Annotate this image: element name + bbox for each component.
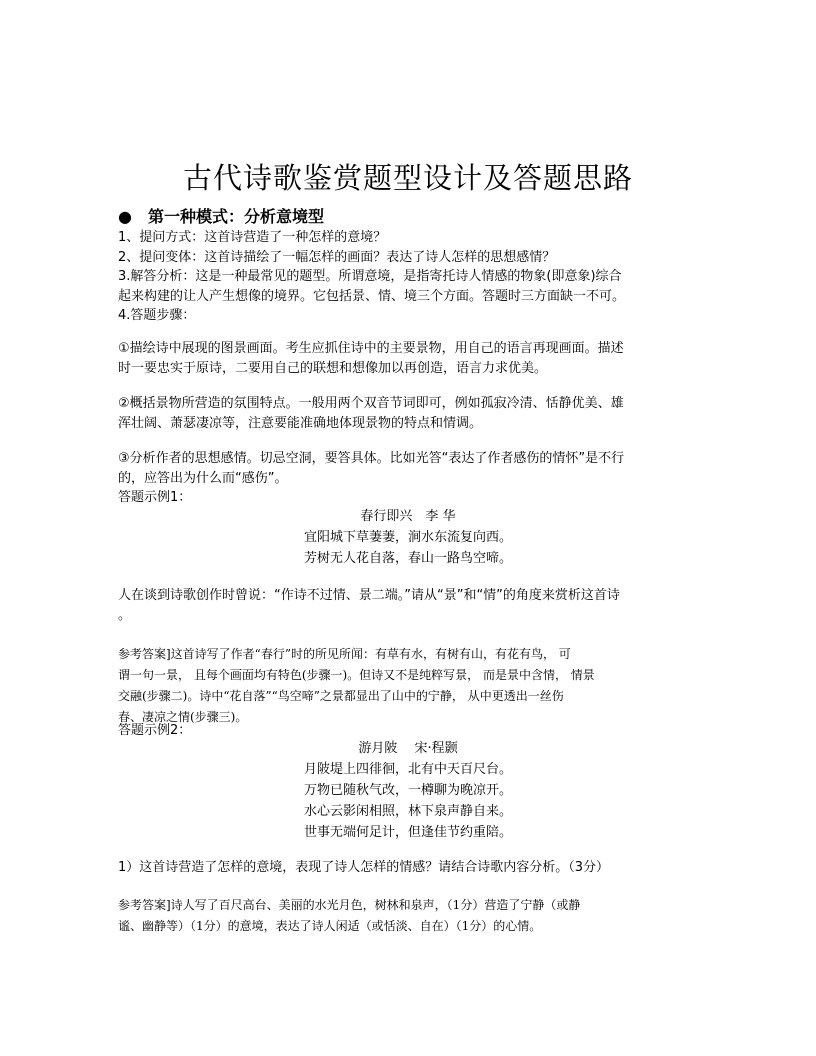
text-line: ②概括景物所营造的氛围特点。一般用两个双音节词即可，例如孤寂冷清、恬静优美、雄 xyxy=(118,396,624,411)
document-title: 古代诗歌鉴赏题型设计及答题思路 xyxy=(182,161,633,195)
poem-line: 宜阳城下草萋萋，涧水东流复向西。 xyxy=(303,530,512,545)
bullet-icon: ● xyxy=(118,207,132,226)
question-text: 1）这首诗营造了怎样的意境，表现了诗人怎样的情感？请结合诗歌内容分析。（3分） xyxy=(118,860,610,875)
text-line: 浑壮阔、萧瑟凄凉等，注意要能准确地体现景物的特点和情调。 xyxy=(118,415,483,431)
answer-line: 交融(步骤二)。诗中“花自落”“鸟空啼”之景都显出了山中的宁静， 从中更透出一丝伤 xyxy=(118,689,564,703)
step-3-paragraph xyxy=(118,449,698,508)
poem-line: 芳树无人花自落，春山一路鸟空啼。 xyxy=(303,551,512,566)
text-line: 1、提问方式：这首诗营造了一种怎样的意境？ xyxy=(118,230,387,245)
text-line: 起来构建的让人产生想像的境界。它包括景、情、境三个方面。答题时三方面缺一不可。 xyxy=(118,288,626,304)
answer-line: 谧、幽静等）（1分）的意境，表达了诗人闲适（或恬淡、自在）（1分）的心情。 xyxy=(118,919,542,933)
poem-2 xyxy=(118,738,698,843)
answer-line: 春、凄凉之情(步骤三)。 xyxy=(118,710,248,724)
section-heading xyxy=(118,206,324,228)
step-2-paragraph xyxy=(118,394,698,433)
poem-line: 万物已随秋气改，一樽聊为晚凉开。 xyxy=(303,783,512,798)
example-1-answer xyxy=(118,644,698,728)
answer-line: 参考答案]这首诗写了作者“春行”时的所见所闻：有草有水，有树有山，有花有鸟， 可 xyxy=(118,647,571,661)
poem-line: 水心云影闲相照，林下泉声静自来。 xyxy=(303,804,512,819)
text-line: ③分析作者的思想感情。切忌空洞，要答具体。比如光答“表达了作者感伤的情怀”是不行 xyxy=(118,451,625,466)
text-line: 。 xyxy=(118,607,132,623)
text-line: 时一要忠实于原诗，二要用自己的联想和想像加以再创造，语言力求优美。 xyxy=(118,360,548,376)
poem-1-title: 春行即兴 李 华 xyxy=(360,509,456,524)
example-2-question xyxy=(118,858,698,878)
text-line: 2、提问变体：这首诗描绘了一幅怎样的画面？表达了诗人怎样的思想感情？ xyxy=(118,249,556,265)
example-2-answer xyxy=(118,895,698,937)
answer-line: 参考答案]诗人写了百尺高台、美丽的水光月色，树林和泉声，（1分）营造了宁静（或静 xyxy=(118,898,581,912)
text-line: 3.解答分析：这是一种最常见的题型。所谓意境，是指寄托诗人情感的物象(即意象)综合 xyxy=(118,269,622,284)
intro-block xyxy=(118,228,698,326)
example-1-question xyxy=(118,586,698,625)
text-line: 4.答题步骤： xyxy=(118,308,196,323)
text-line: 人在谈到诗歌创作时曾说：“作诗不过情、景二端。”请从“景”和“情”的角度来赏析这首诗 xyxy=(118,588,620,603)
example-1-label: 答题示例1： xyxy=(118,490,192,505)
text-line: 的，应答出为什么而“感伤”。 xyxy=(118,470,288,486)
poem-2-title: 游月陂 宋·程颢 xyxy=(358,741,458,756)
example-2-label-text: 答题示例2： xyxy=(118,723,192,738)
step-1-paragraph xyxy=(118,339,698,378)
poem-line: 世事无端何足计，但逢佳节约重陪。 xyxy=(303,825,512,840)
section-heading-text: 第一种模式：分析意境型 xyxy=(148,207,325,226)
poem-line: 月陂堤上四徘徊，北有中天百尺台。 xyxy=(303,762,512,777)
text-line: ①描绘诗中展现的图景画面。考生应抓住诗中的主要景物，用自己的语言再现画面。描述 xyxy=(118,341,624,356)
poem-1 xyxy=(118,506,698,569)
answer-line: 谓一句一景， 且每个画面均有特色(步骤一)。但诗又不是纯粹写景， 而是景中含情， 情景 xyxy=(118,668,595,682)
